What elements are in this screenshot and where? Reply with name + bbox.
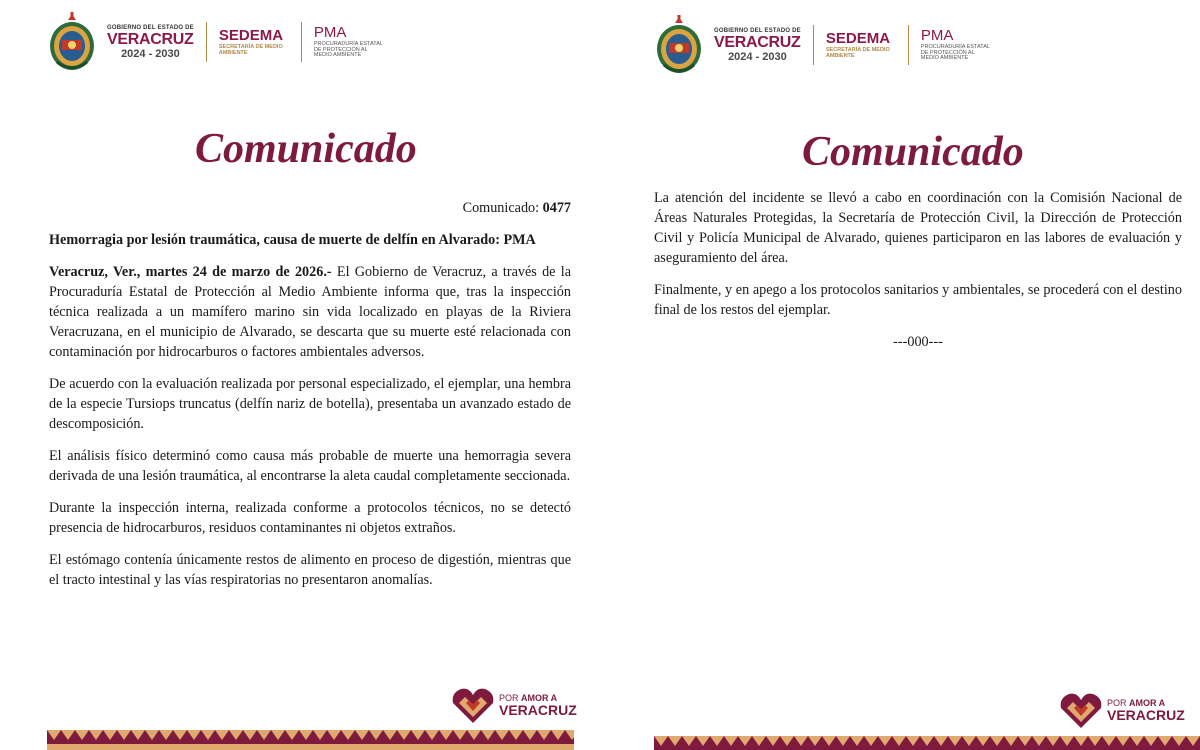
veracruz-coat-of-arms-icon	[654, 15, 704, 75]
paragraph: La atención del incidente se llevó a cabo en coordinación con la Comisión Nacional de Áreas Naturales Protegidas, la Secretaría de Protección Civil, la Dirección de Protección Civil y Policía Municipal de Alvarado, quienes participaron en las labores de evaluación y aseguramiento del área.	[654, 190, 1182, 266]
amor-veracruz: VERACRUZ	[499, 701, 577, 718]
administration-years: 2024 - 2030	[728, 50, 787, 63]
letterhead	[654, 15, 991, 75]
pma-name: PMA	[920, 27, 954, 45]
state-name: VERACRUZ	[714, 33, 801, 51]
por-amor-a-veracruz-logo	[451, 685, 577, 725]
ref-number: 0477	[542, 200, 571, 216]
amor-veracruz: VERACRUZ	[1107, 706, 1185, 723]
por-amor-a-veracruz-logo	[1059, 690, 1185, 730]
closing-mark: ---000---	[893, 334, 943, 350]
ref-label: Comunicado:	[462, 200, 543, 216]
pma-subtitle: PROCURADURÍA ESTATAL DE PROTECCIÓN AL MEDIO AMBIENTE	[920, 44, 990, 62]
paragraph: Durante la inspección interna, realizada conforme a protocolos técnicos, no se detectó presencia de hidrocarburos, residuos contaminantes ni objetos extraños.	[49, 500, 571, 536]
amor-amor-a: AMOR A	[1129, 697, 1166, 708]
paragraph-text: El Gobierno de Veracruz, a través de la Procuraduría Estatal de Protección al Medio Ambiente informa que, tras la inspección técnica realizada a un mamífero marino sin vida localizado en playas de la Riviera Veracruzana, en el municipio de Alvarado, se descarta que su muerte esté relacionada con contaminación por hidrocarburos o factores ambientales adversos.	[49, 264, 571, 360]
paragraph: El estómago contenía únicamente restos de alimento en proceso de digestión, mientras que el tracto intestinal y las vías respiratorias no presentaron anomalías.	[49, 552, 571, 588]
heart-pattern-icon	[1059, 690, 1103, 730]
document-page-left	[0, 0, 598, 750]
paragraph: El análisis físico determinó como causa más probable de muerte una hemorragia severa derivada de una lesión traumática, al encontrarse la aleta caudal completamente seccionada.	[49, 448, 571, 484]
government-label: GOBIERNO DEL ESTADO DE	[107, 24, 194, 31]
document-body	[49, 198, 571, 602]
amor-por: POR	[1107, 697, 1130, 708]
pma-subtitle: PROCURADURÍA ESTATAL DE PROTECCIÓN AL MEDIO AMBIENTE	[313, 41, 383, 59]
document-title: Comunicado	[802, 129, 1024, 175]
administration-years: 2024 - 2030	[121, 47, 180, 60]
decorative-stripe	[47, 730, 574, 750]
sedema-subtitle: SECRETARÍA DE MEDIO AMBIENTE	[825, 47, 890, 59]
press-release-number	[49, 198, 571, 218]
government-label: GOBIERNO DEL ESTADO DE	[714, 27, 801, 34]
paragraph	[49, 262, 571, 362]
sedema-name: SEDEMA	[825, 30, 891, 47]
letterhead	[47, 12, 384, 72]
state-name: VERACRUZ	[107, 30, 194, 48]
amor-text	[1107, 699, 1185, 722]
dateline: Veracruz, Ver., martes 24 de marzo de 2026.-	[49, 264, 332, 280]
government-logo	[107, 22, 207, 62]
sedema-subtitle: SECRETARÍA DE MEDIO AMBIENTE	[218, 44, 283, 56]
amor-por: POR	[499, 692, 522, 703]
document-page-right	[604, 0, 1200, 750]
press-release-headline: Hemorragia por lesión traumática, causa de muerte de delfín en Alvarado: PMA	[49, 232, 536, 248]
veracruz-coat-of-arms-icon	[47, 12, 97, 72]
pma-logo	[909, 25, 991, 65]
paragraph: De acuerdo con la evaluación realizada por personal especializado, el ejemplar, una hembra de la especie Tursiops truncatus (delfín nariz de botella), presentaba un avanzado estado de descomposición.	[49, 376, 571, 432]
amor-amor-a: AMOR A	[521, 692, 558, 703]
document-body	[654, 188, 1182, 364]
sedema-name: SEDEMA	[218, 27, 284, 44]
pma-logo	[302, 22, 384, 62]
decorative-stripe	[654, 736, 1200, 750]
government-logo	[714, 25, 814, 65]
heart-pattern-icon	[451, 685, 495, 725]
sedema-logo	[207, 22, 302, 62]
paragraph: Finalmente, y en apego a los protocolos sanitarios y ambientales, se procederá con el destino final de los restos del ejemplar.	[654, 282, 1182, 318]
sedema-logo	[814, 25, 909, 65]
document-title: Comunicado	[195, 126, 417, 172]
amor-text	[499, 694, 577, 717]
pma-name: PMA	[313, 24, 347, 42]
